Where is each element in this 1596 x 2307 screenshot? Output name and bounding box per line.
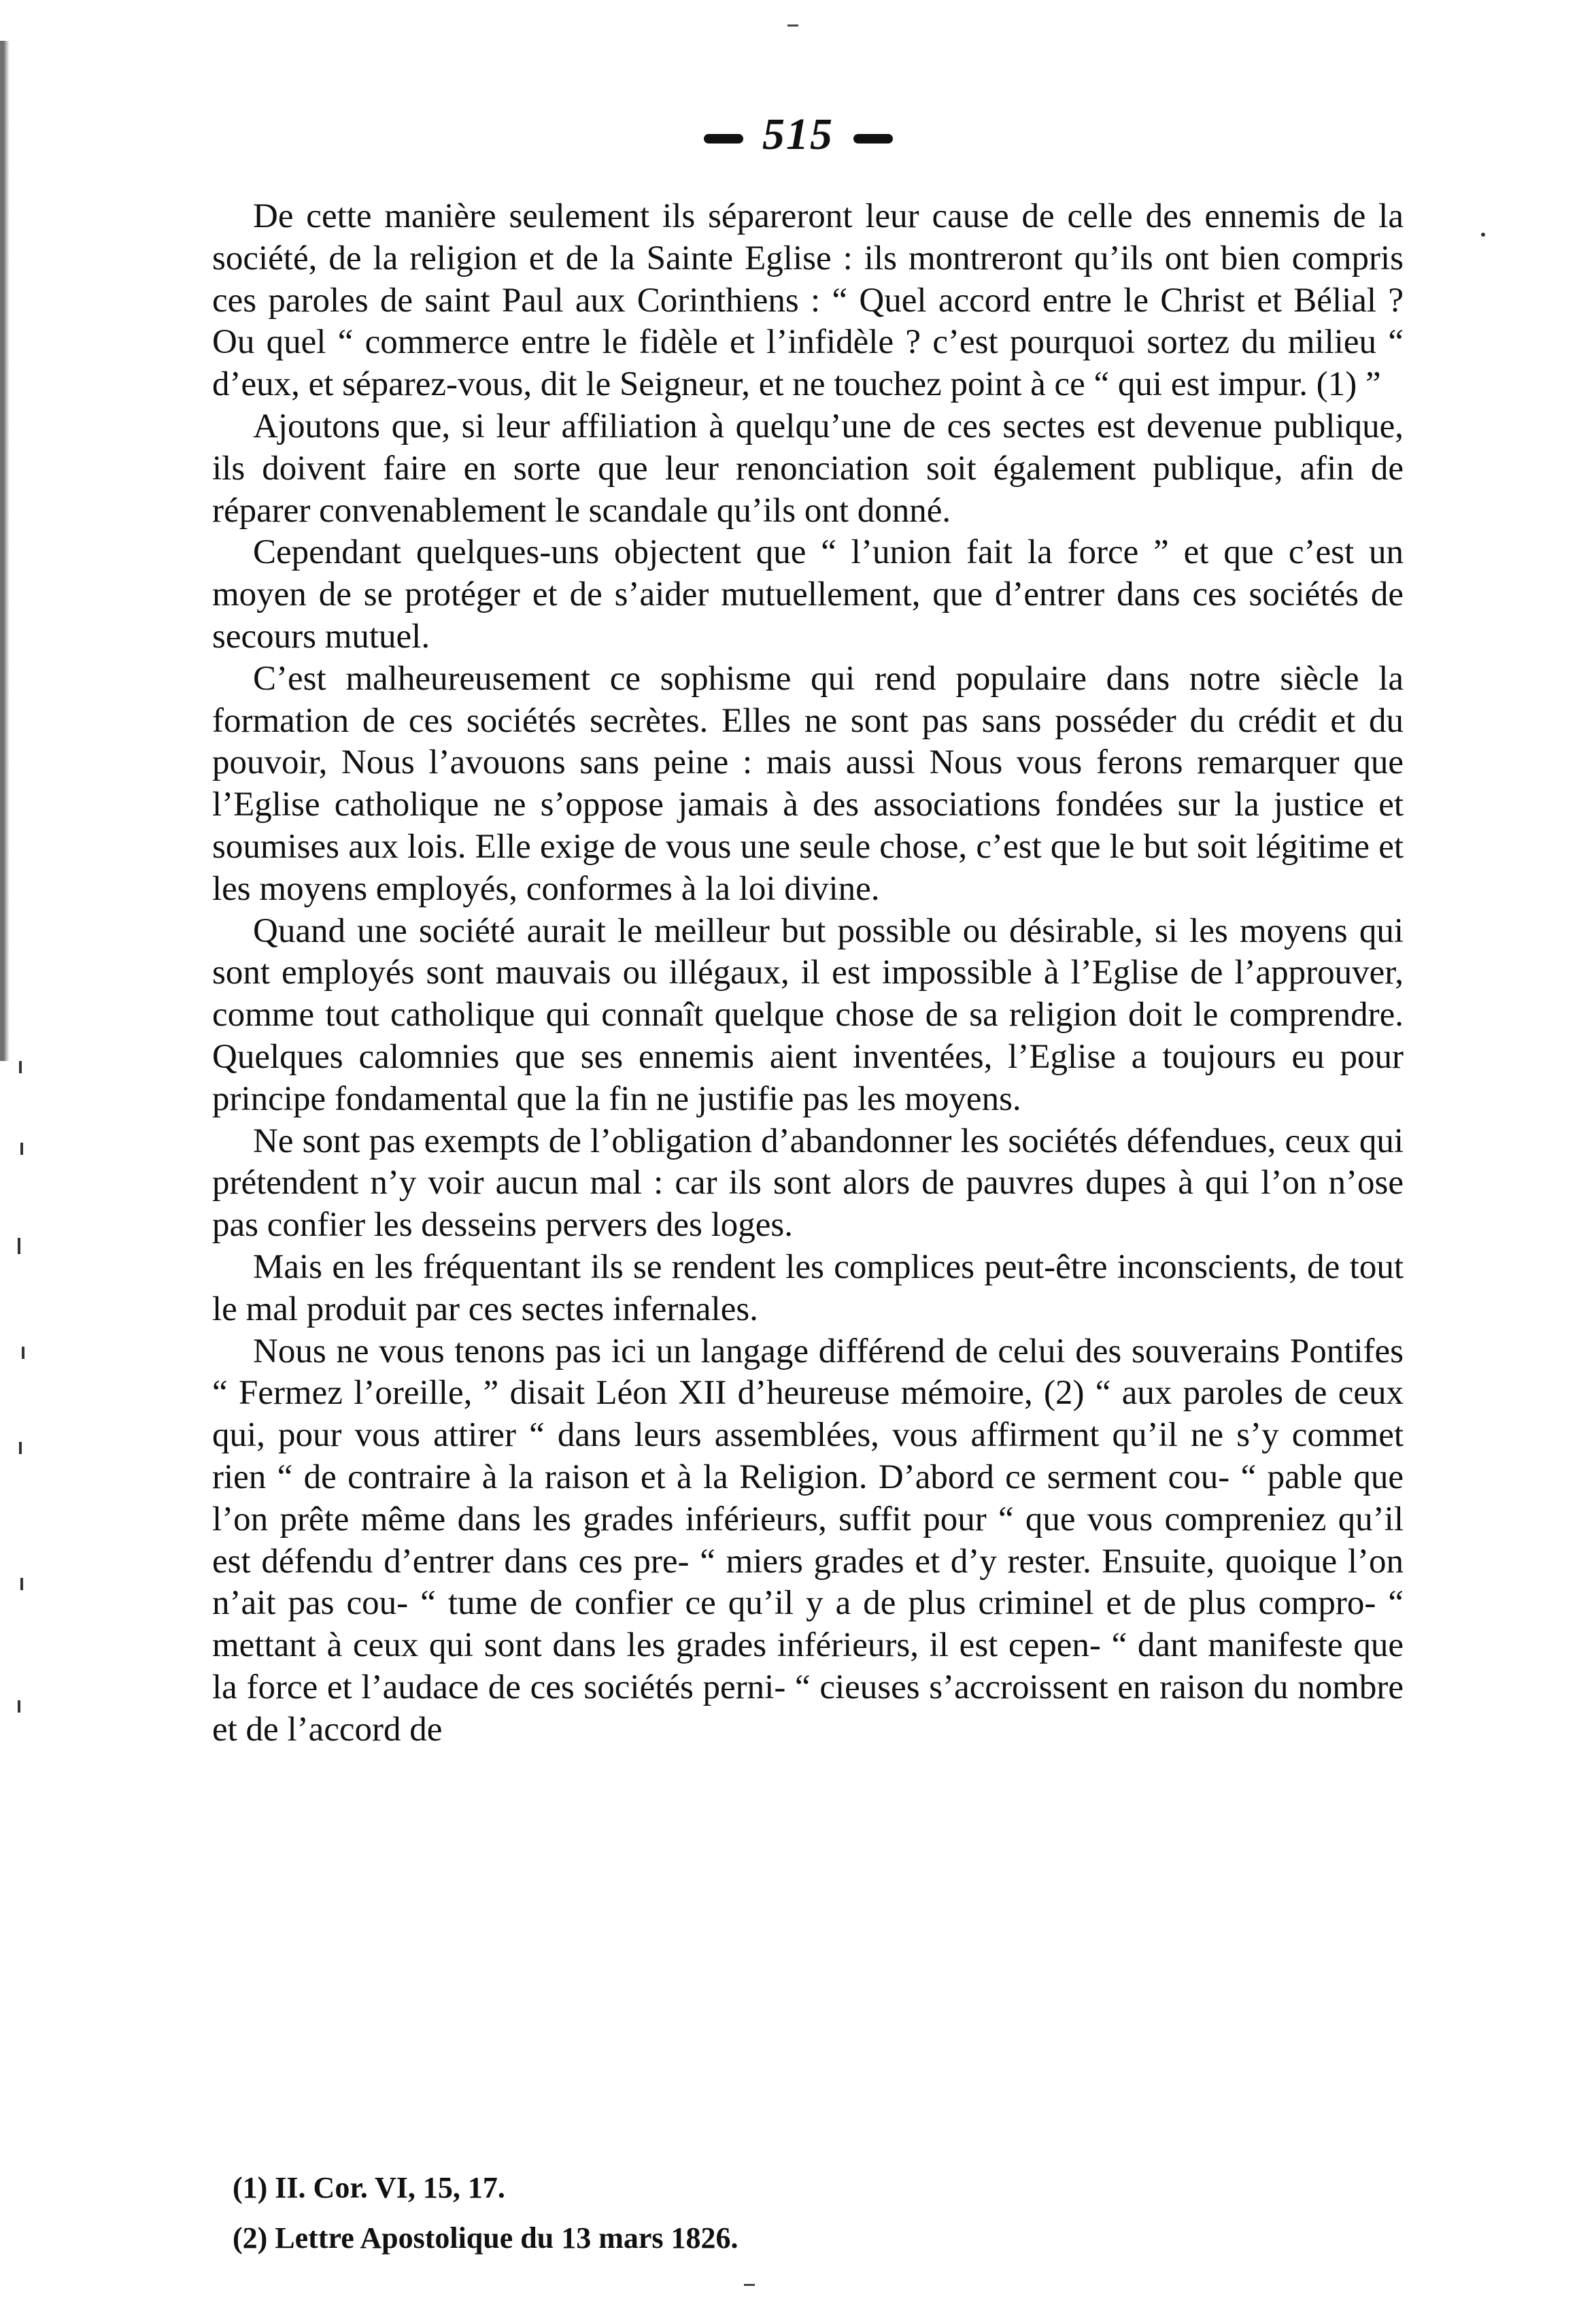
footnote-1: (1) II. Cor. VI, 15, 17. [233,2171,505,2204]
footnotes [233,2168,1321,2269]
paragraph: Mais en les fréquentant ils se rendent les complices peut-être inconscients, de tout le mal produit par ces sectes infernales. [212,1247,1404,1328]
paragraph: Ajoutons que, si leur affiliation à quelqu’une de ces sectes est devenue publique, ils doivent faire en sorte que leur renonciation soit également publique, afin de réparer convenablement le scandale qu’ils ont donné. [212,407,1404,530]
footnote-2: (2) Lettre Apostolique du 13 mars 1826. [233,2221,738,2255]
ornament-right [853,134,893,144]
paragraph: C’est malheureusement ce sophisme qui rend populaire dans notre siècle la formation de ces sociétés secrètes. Elles ne sont pas sans posséder du crédit et du pouvoir, Nous l’avouons sans peine : mais aussi Nous vous ferons remarquer que l’Eglise catholique ne s’oppose jamais à des associations fondées sur la justice et soumises aux lois. Elle exige de vous une seule chose, c’est que le but soit légitime et les moyens employés, conformes à la loi divine. [212,659,1404,908]
paragraph: Nous ne vous tenons pas ici un langage différend de celui des souverains Pontifes “ Fermez l’oreille, ” disait Léon XII d’heureuse mémoire, (2) “ aux paroles de ceux qui, pour vous attirer “ dans leurs assemblées, vous affirment qu’il ne s’y commet rien “ de contraire à la raison et à la Religion. D’abord ce serment cou- “ pable que l’on prête même dans les grades inférieurs, suffit pour “ que vous compreniez qu’il est défendu d’entrer dans ces pre- “ miers grades et d’y rester. Ensuite, quoique l’on n’ait pas cou- “ tume de confier ce qu’il y a de plus criminel et de plus compro- “ mettant à ceux qui sont dans les grades inférieurs, il est cepen- “ dant manifeste que la force et l’audace de ces sociétés perni- “ cieuses s’accroissent en raison du nombre et de l’accord de [212,1332,1404,1749]
paragraph: Cependant quelques-uns objectent que “ l’union fait la force ” et que c’est un moyen de se protéger et de s’aider mutuellement, que d’entrer dans ces sociétés de secours mutuel. [212,533,1404,656]
scan-mark-bottom [744,2284,755,2286]
ornament-left [704,134,743,144]
margin-specks [14,1061,61,1809]
page-header [0,109,1596,161]
paragraph: De cette manière seulement ils sépareront leur cause de celle des ennemis de la société, de la religion et de la Sainte Eglise : ils montreront qu’ils ont bien compris ces paroles de saint Paul aux Corinthiens : “ Quel accord entre le Christ et Bélial ? Ou quel “ commerce entre le fidèle et l’infidèle ? c’est pourquoi sortez du milieu “ d’eux, et séparez-vous, dit le Seigneur, et ne touchez point à ce “ qui est impur. (1) ” [212,197,1404,404]
page-edge-shadow [0,41,10,1061]
paragraph: Quand une société aurait le meilleur but possible ou désirable, si les moyens qui sont employés sont mauvais ou illégaux, il est impossible à l’Eglise de l’approuver, comme tout catholique qui connaît quelque chose de sa religion doit le comprendre. Quelques calomnies que ses ennemis aient inventées, l’Eglise a toujours eu pour principe fondamental que la fin ne justifie pas les moyens. [212,911,1404,1118]
scan-mark-top [787,24,798,27]
page-number: 515 [762,110,834,159]
paragraph: Ne sont pas exempts de l’obligation d’abandonner les sociétés défendues, ceux qui prétendent n’y voir aucun mal : car ils sont alors de pauvres dupes à qui l’on n’ose pas confier les desseins pervers des loges. [212,1122,1404,1245]
scan-mark-right [1481,233,1485,237]
body-text [212,196,1404,1751]
